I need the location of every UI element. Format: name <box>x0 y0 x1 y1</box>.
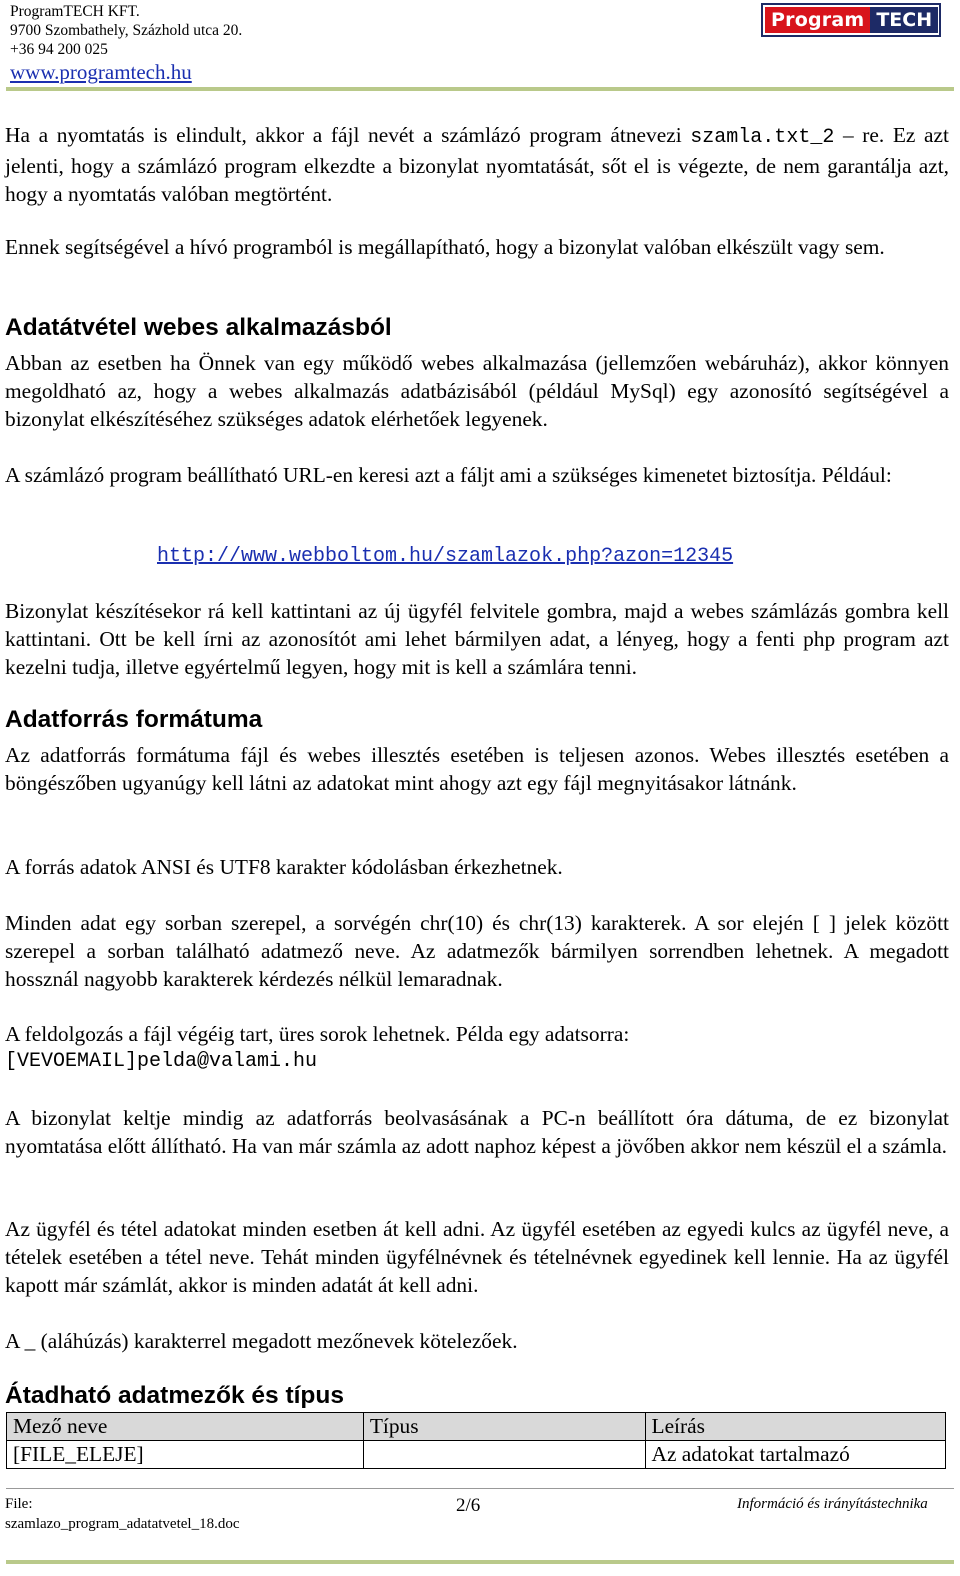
paragraph-example <box>5 1020 949 1076</box>
paragraph-encoding: A forrás adatok ANSI és UTF8 karakter kódolásban érkezhetnek. <box>5 855 563 879</box>
paragraph-print-rename <box>5 121 949 208</box>
company-name: ProgramTECH KFT. <box>10 3 140 20</box>
heading-fields-table: Átadható adatmezők és típus <box>5 1382 344 1409</box>
table-cell <box>363 1441 645 1469</box>
footer-file-name: szamlazo_program_adatatvetel_18.doc <box>5 1516 240 1532</box>
footer-file-info <box>5 1494 240 1534</box>
paragraph-required-fields: A _ (aláhúzás) karakterrel megadott mezőnevek kötelezőek. <box>5 1329 518 1353</box>
logo-text-program: Program <box>765 7 870 33</box>
paragraph-text: – re. Ez azt jelenti, hogy a számlázó program elkezdte a bizonylat nyomtatását, sőt el is végezte, de nem garantálja azt, hogy a nyomtatás valóban megtörtént. <box>5 123 949 206</box>
column-header: Típus <box>363 1413 645 1441</box>
paragraph-format-same: Az adatforrás formátuma fájl és webes illesztés esetében is teljesen azonos. Webes illesztés esetében a böngészőben ugyanúgy kell látni az adatokat mint ahogy azt egy fájl megnyitásakor látnánk. <box>5 743 949 795</box>
paragraph-url-intro: A számlázó program beállítható URL-en keresi azt a fáljt ami a szükséges kimenetet biztosítja. Például: <box>5 463 892 487</box>
paragraph-client-items: Az ügyfél és tétel adatokat minden esetben át kell adni. Az ügyfél esetében az egyedi kulcs az ügyfél neve, a tételek esetében a tétel neve. Tehát minden ügyfélnévnek és tételnévnek egyedinek kell lennie. Ha az ügyfél kapott már számlát, akkor is minden adatát át kell adni. <box>5 1217 949 1297</box>
header-divider <box>6 87 954 91</box>
table-cell: [FILE_ELEJE] <box>7 1441 364 1469</box>
footer-bottom-bar <box>6 1560 954 1564</box>
heading-data-format: Adatforrás formátuma <box>5 706 263 733</box>
paragraph-text: Ha a nyomtatás is elindult, akkor a fájl nevét a számlázó program átnevezi <box>5 123 691 147</box>
paragraph-text: A feldolgozás a fájl végéig tart, üres sorok lehetnek. Példa egy adatsorra: <box>5 1022 630 1046</box>
footer-tagline: Információ és irányítástechnika <box>737 1496 928 1512</box>
page-number: 2/6 <box>456 1495 481 1516</box>
column-header: Leírás <box>645 1413 946 1441</box>
company-header <box>10 2 242 85</box>
example-data-line: [VEVOEMAIL]pelda@valami.hu <box>5 1050 318 1073</box>
website-link[interactable]: www.programtech.hu <box>10 60 192 84</box>
paragraph-web-app: Abban az esetben ha Önnek van egy működő webes alkalmazása (jellemzően webáruház), akkor könnyen megoldható az, hogy a webes alkalmazás adatbázisából (például MySql) egy azonosító segítségével a bizonylat elkészítéséhez szükséges adatok elérhetőek legyenek. <box>5 351 949 431</box>
logo-text-tech: TECH <box>870 7 938 33</box>
example-url-link[interactable]: http://www.webboltom.hu/szamlazok.php?azon=12345 <box>157 545 734 568</box>
company-address: 9700 Szombathely, Százhold utca 20. <box>10 22 243 39</box>
column-header: Mező neve <box>7 1413 364 1441</box>
paragraph-invoice-steps: Bizonylat készítésekor rá kell kattintani az új ügyfél felvitele gombra, majd a webes számlázás gombra kell kattintani. Ott be kell írni az azonosítót ami lehet bármilyen adat, a lényeg, hogy a fenti php program azt kezelni tudja, illetve egyértelmű legyen, hogy mit is kell a számlára tenni. <box>5 599 949 679</box>
heading-web-import: Adatátvétel webes alkalmazásból <box>5 314 392 341</box>
fields-table <box>6 1412 946 1469</box>
footer-file-label: File: <box>5 1496 33 1512</box>
company-phone: +36 94 200 025 <box>10 41 108 58</box>
paragraph-invoice-date: A bizonylat keltje mindig az adatforrás beolvasásának a PC-n beállított óra dátuma, de ez bizonylat nyomtatása előtt állítható. Ha van már számla az adott naphoz képest a jövőben akkor nem készül el a számla. <box>5 1106 949 1158</box>
footer-divider <box>6 1488 954 1489</box>
table-row <box>7 1441 946 1469</box>
paragraph-line-format: Minden adat egy sorban szerepel, a sorvégén chr(10) és chr(13) karakterek. A sor elején [ ] jelek között szerepel a sorban található adatmező neve. Az adatmezők bármilyen sorrendben lehetnek. A megadott hossznál nagyobb karakterek kérdezés nélkül lemaradnak. <box>5 911 949 991</box>
programtech-logo <box>761 3 941 37</box>
filename-code: szamla.txt_2 <box>690 126 835 149</box>
paragraph-caller: Ennek segítségével a hívó programból is megállapítható, hogy a bizonylat valóban elkészült vagy sem. <box>5 235 885 259</box>
table-header-row <box>7 1413 946 1441</box>
table-cell: Az adatokat tartalmazó <box>645 1441 946 1469</box>
